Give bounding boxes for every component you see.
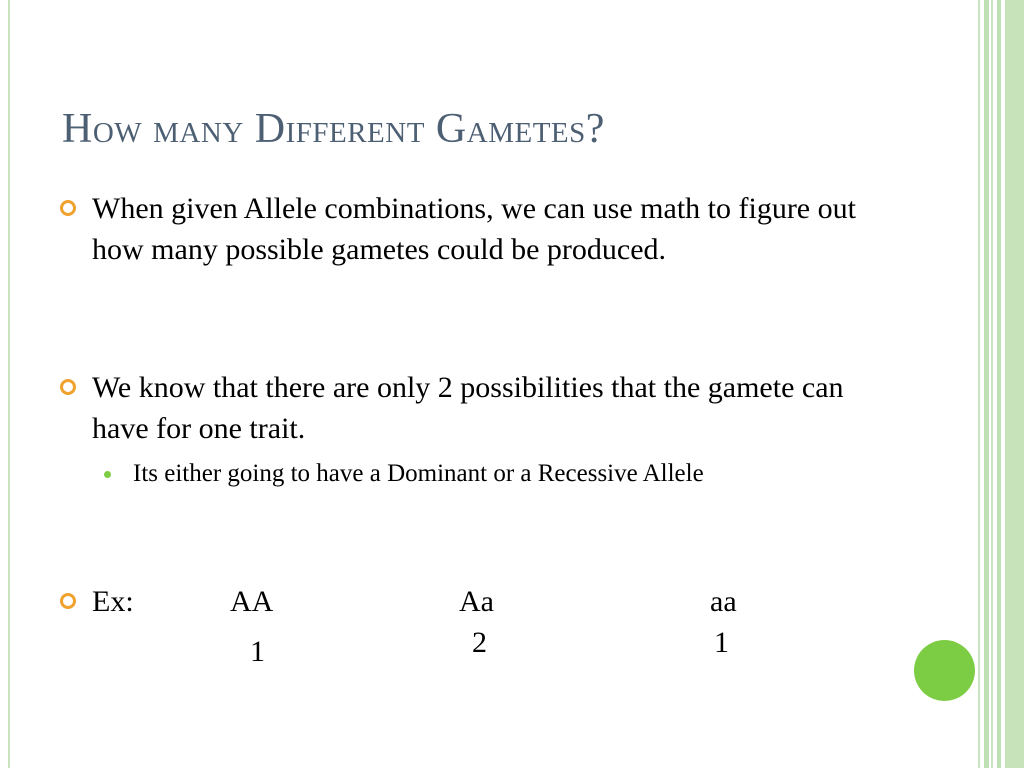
genotype-aa-mixed: Aa — [459, 585, 494, 618]
sub-bullet-dot-icon — [104, 471, 111, 478]
decorative-stripe — [984, 0, 989, 768]
genotype-aa-upper: AA — [230, 585, 274, 618]
sub-bullet-text: Its either going to have a Dominant or a Recessive Allele — [133, 460, 704, 487]
decorative-stripe — [1005, 0, 1024, 768]
bullet-ring-icon — [60, 379, 76, 395]
bullet-ring-icon — [60, 593, 76, 609]
decorative-stripe — [997, 0, 1001, 768]
bullet-text: When given Allele combinations, we can use math to figure out how many possible gametes could be produced. — [92, 192, 856, 266]
gamete-count: 1 — [250, 635, 265, 668]
example-label: Ex: — [92, 585, 134, 618]
slide-title: How many Different Gametes? — [62, 106, 605, 152]
gamete-count: 2 — [472, 626, 487, 659]
decorative-stripe — [991, 0, 993, 768]
decorative-stripe — [978, 0, 980, 768]
bullet-ring-icon — [60, 200, 76, 216]
decorative-circle — [914, 640, 975, 701]
left-border-line — [8, 0, 10, 768]
gamete-count: 1 — [714, 626, 729, 659]
genotype-aa-lower: aa — [710, 585, 737, 618]
bullet-text: We know that there are only 2 possibilities that the gamete can have for one trait. — [92, 371, 844, 445]
